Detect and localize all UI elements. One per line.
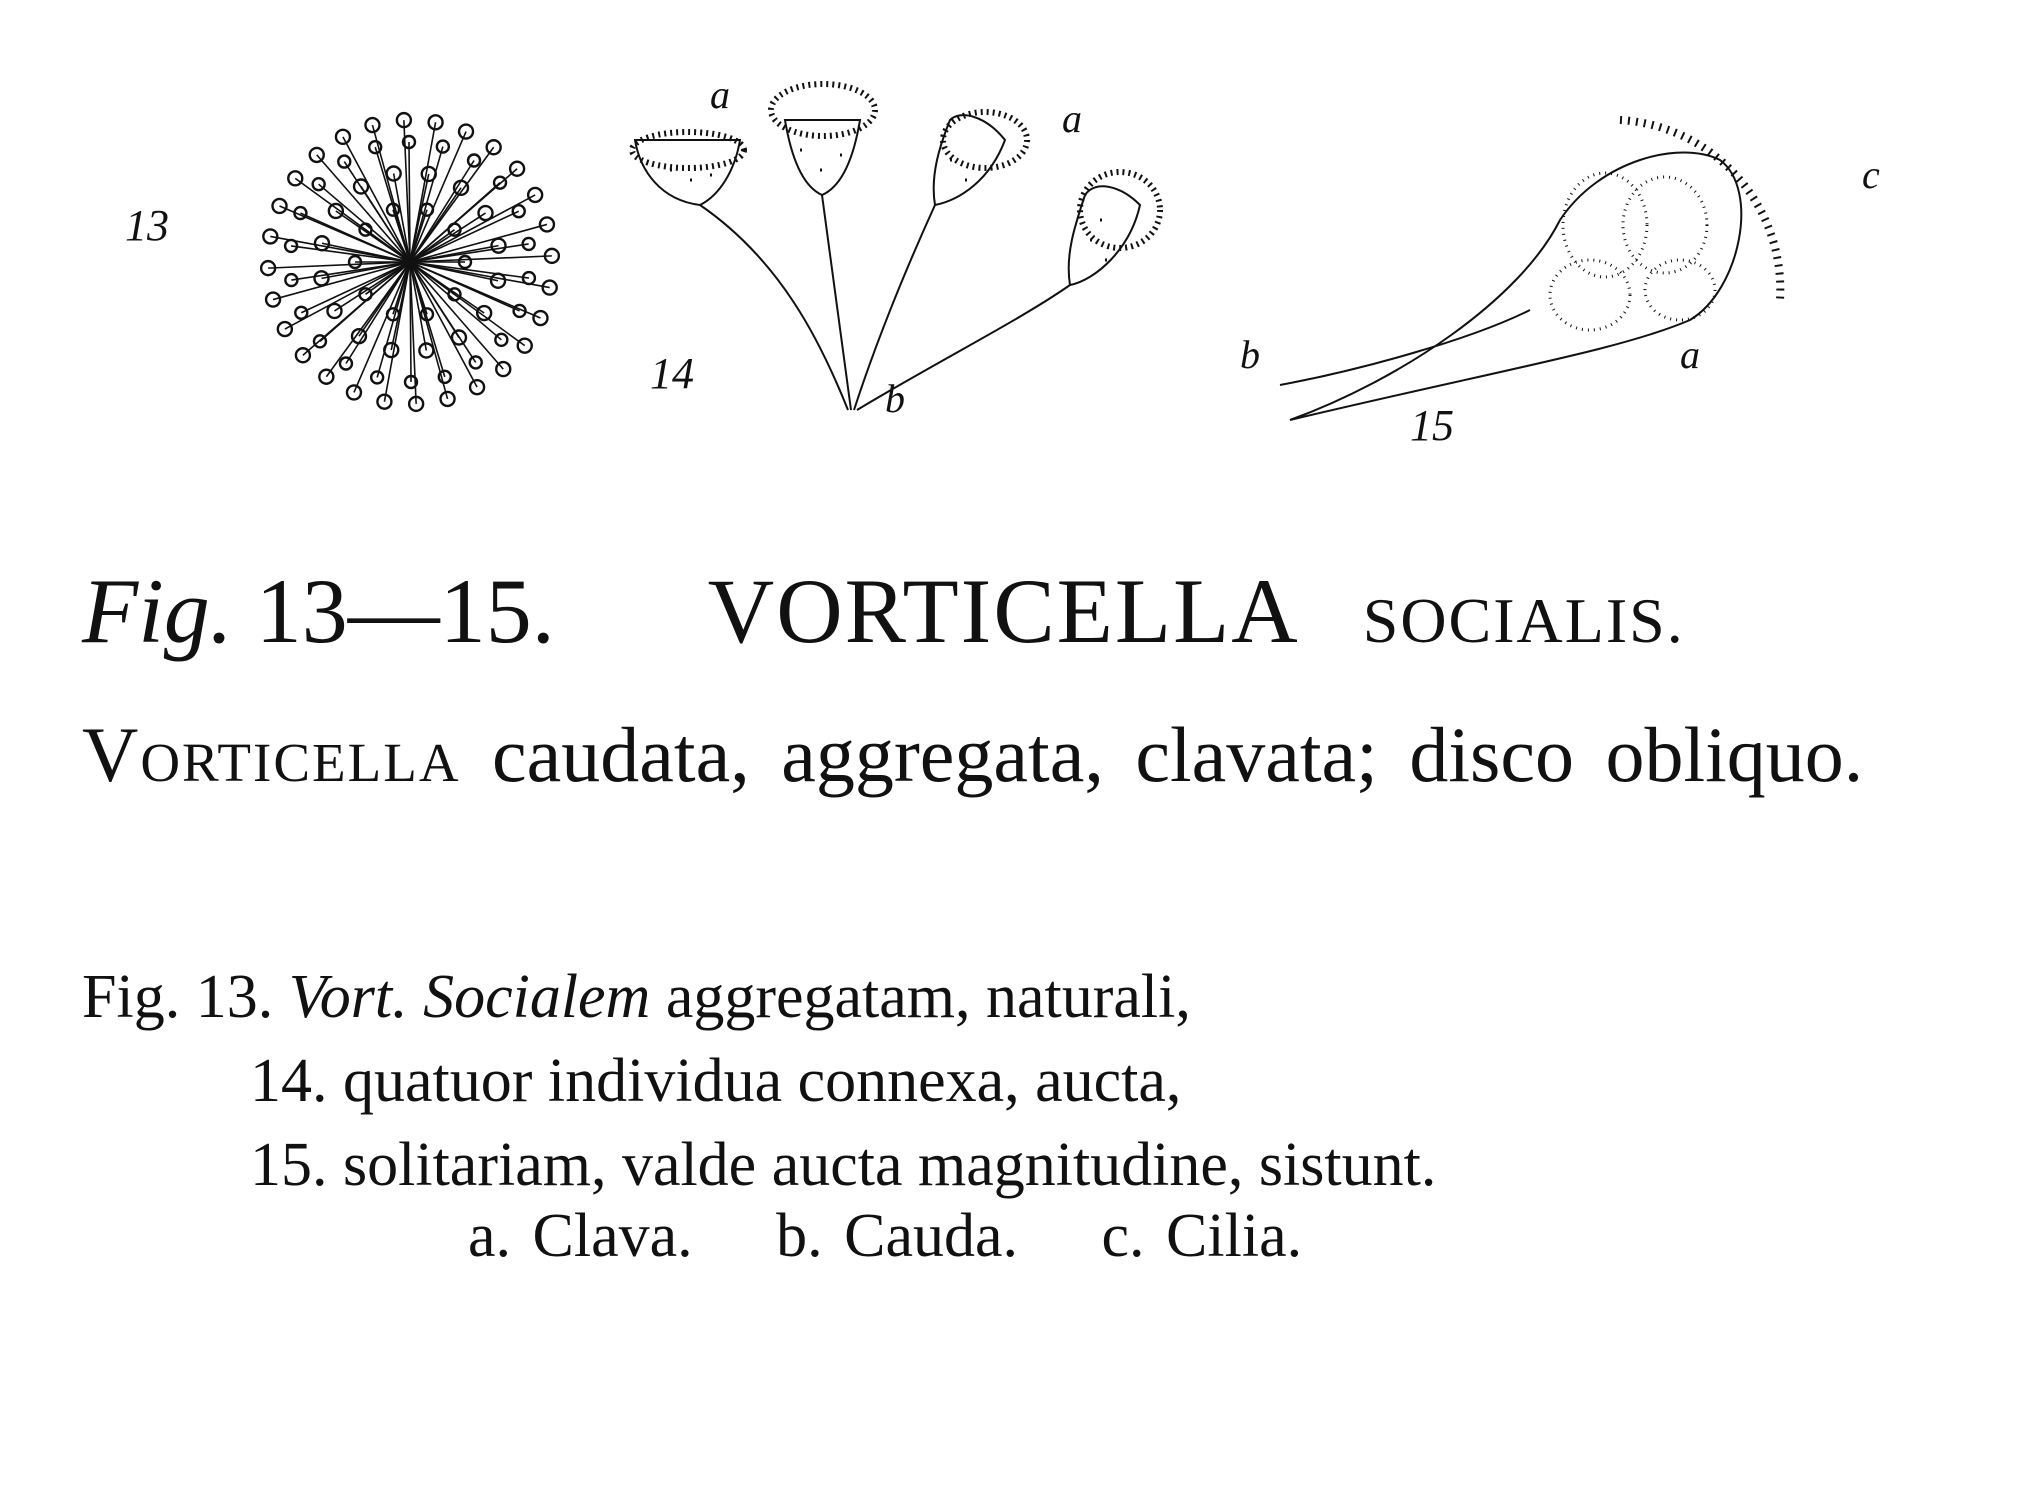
stalk-1 xyxy=(700,205,848,410)
explanation-number-15: 15. xyxy=(250,1131,328,1199)
legend-c: c. Cilia. xyxy=(1101,1202,1303,1270)
inner-sphere-3 xyxy=(1550,260,1630,330)
explanation-text-14: quatuor individua connexa, aucta, xyxy=(343,1047,1182,1115)
species-diagnosis xyxy=(82,702,2012,808)
legend-b: b. Cauda. xyxy=(776,1202,1019,1270)
zooid-body-1 xyxy=(635,140,740,205)
fig14-letter-a-left: a xyxy=(710,72,730,117)
colony-drawing xyxy=(261,113,559,411)
diagnosis-text: caudata, aggregata, clavata; disco obliquo. xyxy=(492,711,1864,798)
plate-heading xyxy=(82,560,1685,662)
cilia-crown-4 xyxy=(1080,172,1160,248)
colony-center xyxy=(406,258,414,266)
stalk-2 xyxy=(822,195,851,410)
explanation-number-13: 13. xyxy=(195,963,274,1031)
heading-genus: VORTICELLA xyxy=(707,560,1300,662)
heading-fig-range: 13—15. xyxy=(255,560,555,662)
fig15-letter-b: b xyxy=(1240,332,1260,377)
fig15-letter-a: a xyxy=(1680,332,1700,377)
cilia-crown-3 xyxy=(943,112,1027,168)
explanation-fig-label: Fig. xyxy=(82,963,181,1031)
figure-13-colony xyxy=(125,113,559,411)
explanation-number-14: 14. xyxy=(250,1047,328,1115)
colony-stalk xyxy=(410,262,477,387)
fig14-letter-a-right: a xyxy=(1062,96,1082,141)
parts-legend xyxy=(468,1202,1364,1270)
cilia-arc xyxy=(1620,120,1780,300)
cilia-crown-1 xyxy=(632,132,744,168)
figure-13-number: 13 xyxy=(125,201,169,250)
colony-stalk xyxy=(410,262,501,340)
stippling xyxy=(670,150,1107,260)
zooid-body-4 xyxy=(1069,186,1140,285)
colony-stalk xyxy=(270,236,410,262)
explanation-text-13: aggregatam, naturali, xyxy=(665,963,1191,1031)
heading-fig-label: Fig. xyxy=(82,560,233,662)
figure-explanation xyxy=(82,955,1436,1207)
fig15-letter-c: c xyxy=(1862,152,1880,197)
zooid-body xyxy=(1290,153,1741,421)
colony-stalk xyxy=(410,262,550,288)
legend-a: a. Clava. xyxy=(468,1202,693,1270)
colony-stalk xyxy=(319,184,410,262)
figure-15-number: 15 xyxy=(1410,401,1454,450)
explanation-line-15 xyxy=(82,1123,1436,1207)
explanation-text-15: solitariam, valde aucta magnitudine, sistunt. xyxy=(343,1131,1437,1199)
figure-15-solitary xyxy=(1280,120,1780,420)
explanation-italic-name: Vort. Socialem xyxy=(288,963,651,1031)
diagnosis-genus: Vorticella xyxy=(82,711,461,798)
explanation-line-13 xyxy=(82,955,1436,1039)
explanation-line-14 xyxy=(82,1039,1436,1123)
figure-illustrations xyxy=(0,0,2031,560)
figure-14-number: 14 xyxy=(650,349,694,398)
colony-stalk xyxy=(343,137,410,262)
fig14-letter-b: b xyxy=(885,376,905,421)
heading-species: SOCIALIS. xyxy=(1362,585,1685,656)
